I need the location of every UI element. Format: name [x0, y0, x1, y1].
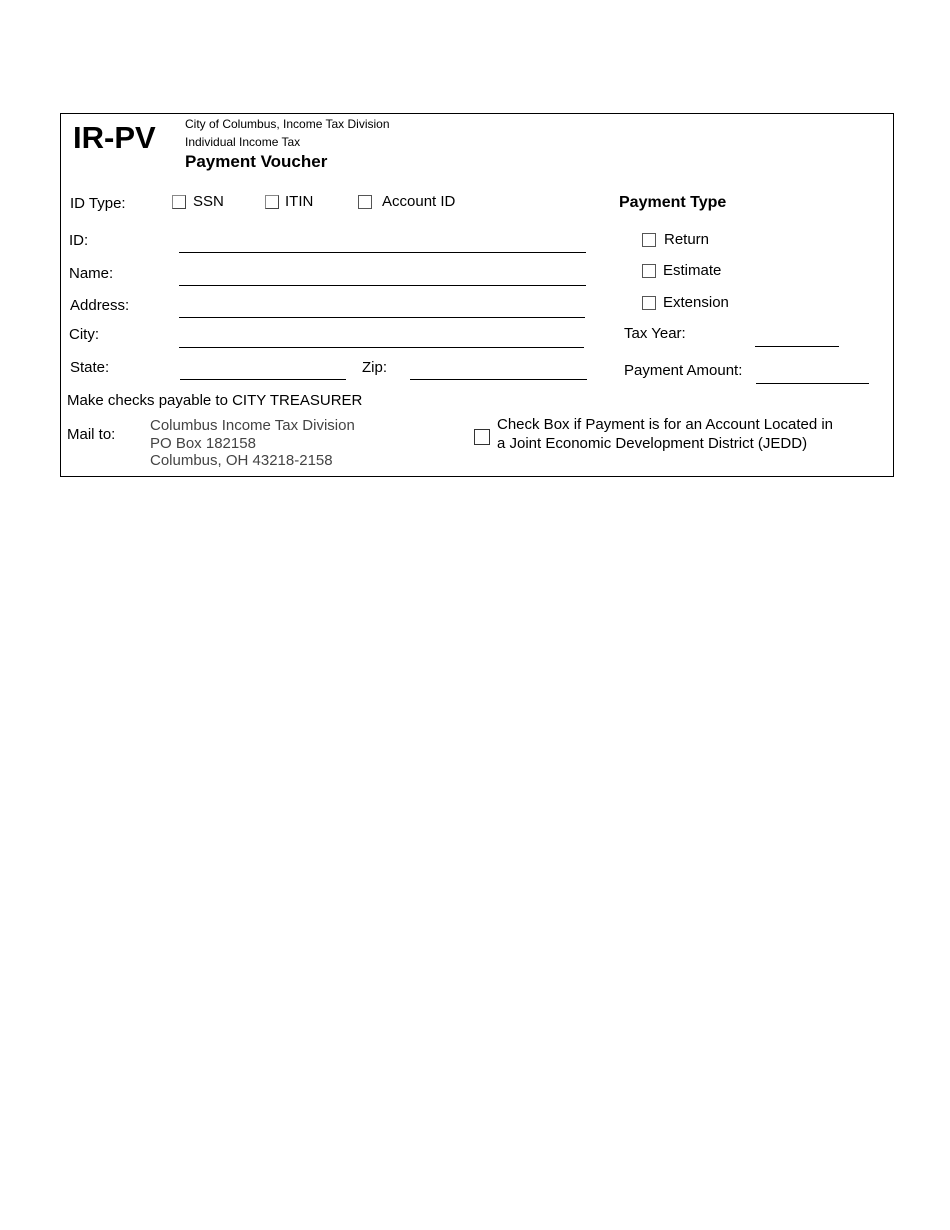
payment-amount-input[interactable] — [756, 383, 869, 384]
extension-label: Extension — [663, 294, 729, 311]
return-checkbox[interactable] — [642, 233, 656, 247]
mail-address-line-2: PO Box 182158 — [150, 435, 256, 452]
state-label: State: — [70, 359, 110, 376]
account-id-checkbox[interactable] — [358, 195, 372, 209]
jedd-label-line-1: Check Box if Payment is for an Account Located in — [497, 416, 834, 433]
zip-label: Zip: — [362, 359, 388, 376]
zip-input[interactable] — [410, 379, 587, 380]
payment-voucher-form — [60, 113, 894, 477]
id-label: ID: — [69, 232, 89, 249]
city-label: City: — [69, 326, 99, 343]
payment-amount-label: Payment Amount: — [624, 362, 743, 379]
address-input[interactable] — [179, 317, 585, 318]
estimate-label: Estimate — [663, 262, 722, 279]
ssn-label: SSN — [193, 193, 224, 210]
ssn-checkbox[interactable] — [172, 195, 186, 209]
tax-year-label: Tax Year: — [624, 325, 686, 342]
tax-year-input[interactable] — [755, 346, 839, 347]
estimate-checkbox[interactable] — [642, 264, 656, 278]
mail-address-line-3: Columbus, OH 43218-2158 — [150, 452, 333, 469]
city-input[interactable] — [179, 347, 584, 348]
name-input[interactable] — [179, 285, 586, 286]
agency-name: City of Columbus, Income Tax Division — [185, 117, 390, 131]
jedd-label-line-2: a Joint Economic Development District (JEDD) — [497, 435, 808, 452]
account-id-label: Account ID — [382, 193, 456, 210]
mail-to-label: Mail to: — [67, 426, 116, 443]
return-label: Return — [664, 231, 710, 248]
tax-type: Individual Income Tax — [185, 135, 301, 149]
jedd-checkbox[interactable] — [474, 429, 490, 445]
form-title: Payment Voucher — [185, 152, 328, 171]
extension-checkbox[interactable] — [642, 296, 656, 310]
form-code: IR-PV — [73, 120, 156, 155]
payment-type-heading: Payment Type — [619, 194, 727, 211]
id-type-label: ID Type: — [70, 195, 126, 212]
mail-address-line-1: Columbus Income Tax Division — [150, 417, 355, 434]
payable-note: Make checks payable to CITY TREASURER — [67, 392, 363, 409]
itin-label: ITIN — [285, 193, 314, 210]
id-input[interactable] — [179, 252, 586, 253]
address-label: Address: — [70, 297, 130, 314]
name-label: Name: — [69, 265, 114, 282]
state-input[interactable] — [180, 379, 346, 380]
itin-checkbox[interactable] — [265, 195, 279, 209]
